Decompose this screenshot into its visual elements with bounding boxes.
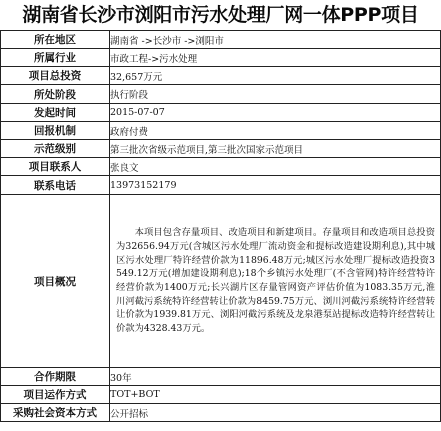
table-row	[1, 195, 441, 368]
row-label: 示范级别	[1, 140, 110, 158]
row-value: TOT+BOT	[110, 386, 441, 404]
overview-paragraph: 本项目包含存量项目、改造项目和新建项目。存量项目和改造项目总投资为32656.94万元(含城区污水处理厂流动资金和提标改造建设期利息),其中城区污水处理厂特许经营价款为11896.48万元;城区污水处理厂提标改造投资3549.12万元(增加建设期利息);18个乡镇污水处理厂(不含管网)特许经营特许经营价款为1400万元;长兴湖片区存量管网资产评估价值为1083.35万元,淮川河截污系统特许经营转让价款为8459.75万元、浏川河截污系统特许经营转让价款为1939.81万元、浏阳河截污系统及龙泉港泵站提标改造特许经营转让价款为4328.43万元。	[116, 227, 435, 335]
row-value: 执行阶段	[110, 85, 441, 104]
table-row	[1, 176, 441, 195]
row-label: 所处阶段	[1, 85, 110, 104]
row-label: 所属行业	[1, 49, 110, 67]
page-title: 湖南省长沙市浏阳市污水处理厂网一体PPP项目	[22, 4, 419, 26]
row-value: 13973152179	[110, 176, 441, 195]
table-row	[1, 49, 441, 67]
row-label: 项目运作方式	[1, 386, 110, 404]
table-row	[1, 67, 441, 85]
row-label: 回报机制	[1, 122, 110, 140]
row-label: 发起时间	[1, 104, 110, 122]
row-label: 合作期限	[1, 368, 110, 386]
project-info-table	[0, 30, 441, 422]
row-value: 2015-07-07	[110, 104, 441, 122]
table-row	[1, 386, 441, 404]
row-label: 所在地区	[1, 31, 110, 49]
row-label: 项目联系人	[1, 158, 110, 176]
row-value: 公开招标	[110, 404, 441, 422]
row-value: 市政工程->污水处理	[110, 49, 441, 67]
row-value: 湖南省 ->长沙市 ->浏阳市	[110, 31, 441, 49]
row-label: 项目总投资	[1, 67, 110, 85]
table-row	[1, 104, 441, 122]
table-row	[1, 31, 441, 49]
row-value: 第三批次省级示范项目,第三批次国家示范项目	[110, 140, 441, 158]
row-value: 政府付费	[110, 122, 441, 140]
row-value: 32,657万元	[110, 67, 441, 85]
table-row	[1, 158, 441, 176]
row-label: 采购社会资本方式	[1, 404, 110, 422]
table-row	[1, 404, 441, 422]
row-value: 张良文	[110, 158, 441, 176]
row-label: 联系电话	[1, 176, 110, 195]
table-row	[1, 140, 441, 158]
row-label: 项目概况	[1, 195, 110, 368]
row-value: 30年	[110, 368, 441, 386]
table-row	[1, 122, 441, 140]
table-row	[1, 368, 441, 386]
project-overview-text	[110, 195, 441, 368]
table-row	[1, 85, 441, 104]
